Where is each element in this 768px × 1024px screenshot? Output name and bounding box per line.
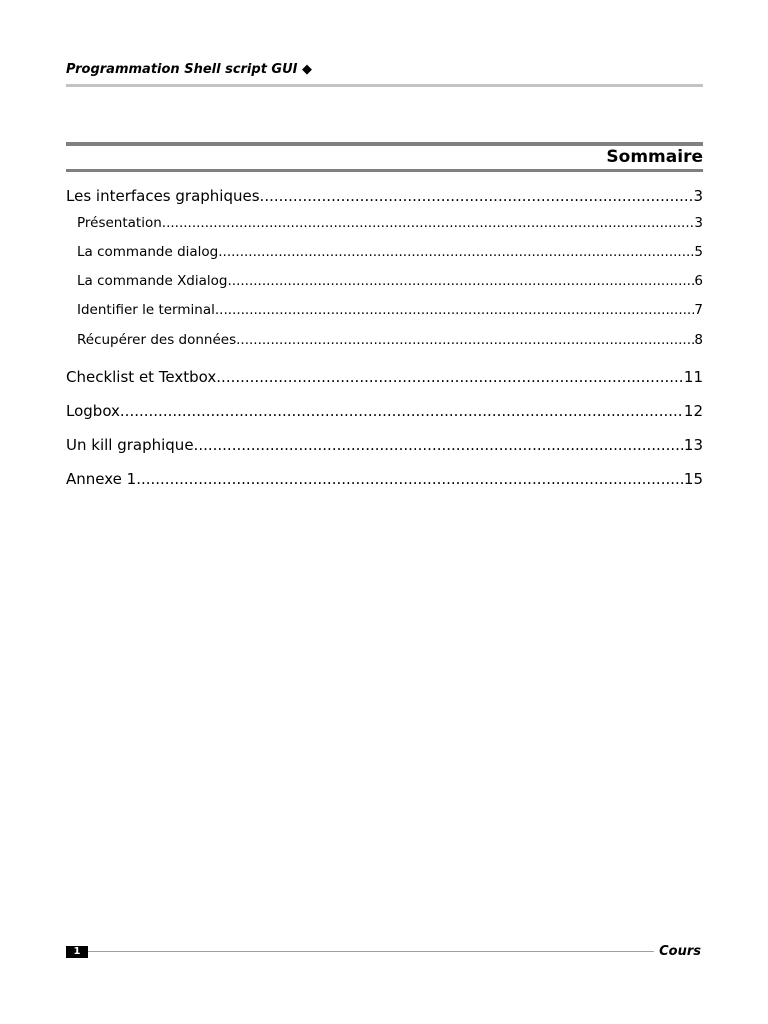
toc-dot-leader — [120, 402, 684, 420]
footer-divider — [88, 951, 654, 952]
toc-entry-commande-xdialog[interactable] — [77, 273, 703, 289]
toc-entry-page: 6 — [694, 273, 703, 289]
toc-entry-label: La commande dialog — [77, 244, 219, 260]
header-divider — [66, 84, 703, 87]
toc-entry-page: 5 — [694, 244, 703, 260]
toc-entry-label: Logbox — [66, 402, 120, 420]
toc-dot-leader — [215, 302, 695, 318]
toc-entry-label: Présentation — [77, 215, 162, 231]
toc-entry-page: 7 — [694, 302, 703, 318]
toc-title-rule-top — [66, 142, 703, 146]
toc-entry-identifier-terminal[interactable] — [77, 302, 703, 318]
toc-entry-page: 13 — [683, 436, 703, 454]
toc-entry-annexe-1[interactable] — [66, 470, 703, 488]
toc-dot-leader — [194, 436, 684, 454]
toc-entry-checklist-textbox[interactable] — [66, 368, 703, 386]
toc-entry-commande-dialog[interactable] — [77, 244, 703, 260]
toc-entry-page: 3 — [694, 215, 703, 231]
toc-dot-leader — [260, 187, 694, 205]
toc-heading: Sommaire — [606, 147, 703, 167]
toc-entry-label: Un kill graphique — [66, 436, 194, 454]
toc-entry-page: 11 — [683, 368, 703, 386]
toc-title-rule-bottom — [66, 169, 703, 172]
toc-dot-leader — [227, 273, 694, 289]
toc-dot-leader — [236, 332, 694, 348]
toc-entry-label: La commande Xdialog — [77, 273, 228, 289]
toc-entry-presentation[interactable] — [77, 215, 703, 231]
toc-entry-page: 8 — [694, 332, 703, 348]
toc-entry-label: Les interfaces graphiques — [66, 187, 260, 205]
running-header-title: Programmation Shell script GUI ◆ — [66, 62, 313, 77]
toc-entry-page: 15 — [683, 470, 703, 488]
toc-entry-page: 3 — [693, 187, 703, 205]
toc-entry-label: Identifier le terminal — [77, 302, 215, 318]
toc-entry-interfaces-graphiques[interactable] — [66, 187, 703, 205]
toc-entry-label: Récupérer des données — [77, 332, 237, 348]
toc-dot-leader — [136, 470, 684, 488]
footer-label: Cours — [659, 944, 701, 959]
toc-entry-kill-graphique[interactable] — [66, 436, 703, 454]
toc-entry-recuperer-donnees[interactable] — [77, 332, 703, 348]
toc-entry-page: 12 — [683, 402, 703, 420]
toc-entry-label: Checklist et Textbox — [66, 368, 217, 386]
toc-dot-leader — [162, 215, 695, 231]
toc-entry-label: Annexe 1 — [66, 470, 137, 488]
footer-page-number: 1 — [66, 946, 88, 958]
toc-dot-leader — [218, 244, 694, 260]
toc-entry-logbox[interactable] — [66, 402, 703, 420]
toc-dot-leader — [216, 368, 684, 386]
